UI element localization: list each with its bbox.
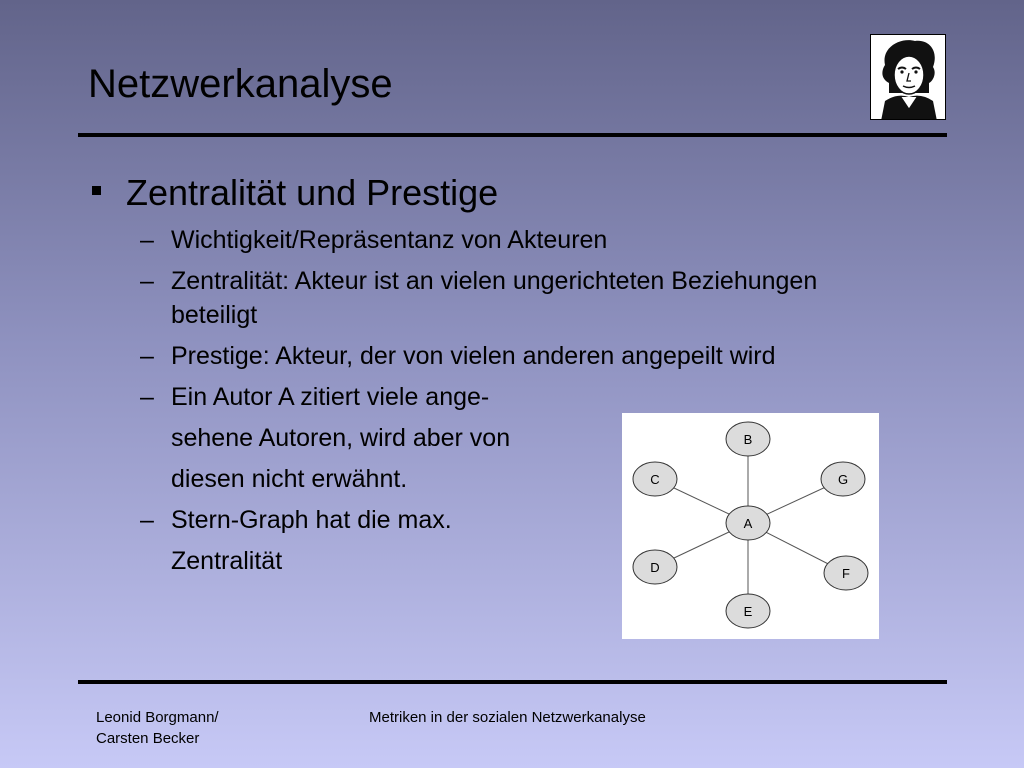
sub-bullet-text: Prestige: Akteur, der von vielen anderen angepeilt wird [171, 342, 776, 370]
goethe-portrait-icon [870, 34, 946, 120]
footer-author-line: Carsten Becker [96, 730, 200, 747]
square-bullet-icon [92, 186, 101, 195]
footer-authors [96, 707, 219, 749]
graph-node-label-F: F [842, 566, 850, 581]
star-graph-svg [622, 413, 879, 639]
sub-bullet-continuation: Zentralität [171, 547, 283, 575]
dash-marker: – [140, 226, 154, 254]
graph-node-label-G: G [837, 472, 849, 487]
sub-bullet-text: Zentralität: Akteur ist an vielen ungerichteten Beziehungen [171, 267, 818, 295]
footer-title: Metriken in der sozialen Netzwerkanalyse [369, 709, 646, 726]
sub-bullet-continuation: beteiligt [171, 301, 258, 329]
graph-node-label-A: A [743, 516, 753, 531]
graph-node-label-B: B [743, 432, 753, 447]
sub-bullet-continuation: sehene Autoren, wird aber von [171, 424, 511, 452]
footer-author-line: Leonid Borgmann/ [96, 709, 219, 726]
graph-node-label-D: D [650, 560, 660, 575]
graph-node-label-C: C [650, 472, 660, 487]
dash-marker: – [140, 383, 154, 411]
sub-bullet-text: Ein Autor A zitiert viele ange- [171, 383, 490, 411]
dash-marker: – [140, 267, 154, 295]
star-graph-diagram [622, 413, 879, 639]
sub-bullet-text: Wichtigkeit/Repräsentanz von Akteuren [171, 226, 608, 254]
dash-marker: – [140, 342, 154, 370]
graph-node-label-E: E [743, 604, 753, 619]
main-bullet-text: Zentralität und Prestige [126, 172, 499, 213]
sub-bullet-continuation: diesen nicht erwähnt. [171, 465, 408, 493]
title-divider [78, 133, 947, 137]
slide-title: Netzwerkanalyse [88, 62, 393, 106]
dash-marker: – [140, 506, 154, 534]
sub-bullet-text: Stern-Graph hat die max. [171, 506, 452, 534]
footer-divider [78, 680, 947, 684]
